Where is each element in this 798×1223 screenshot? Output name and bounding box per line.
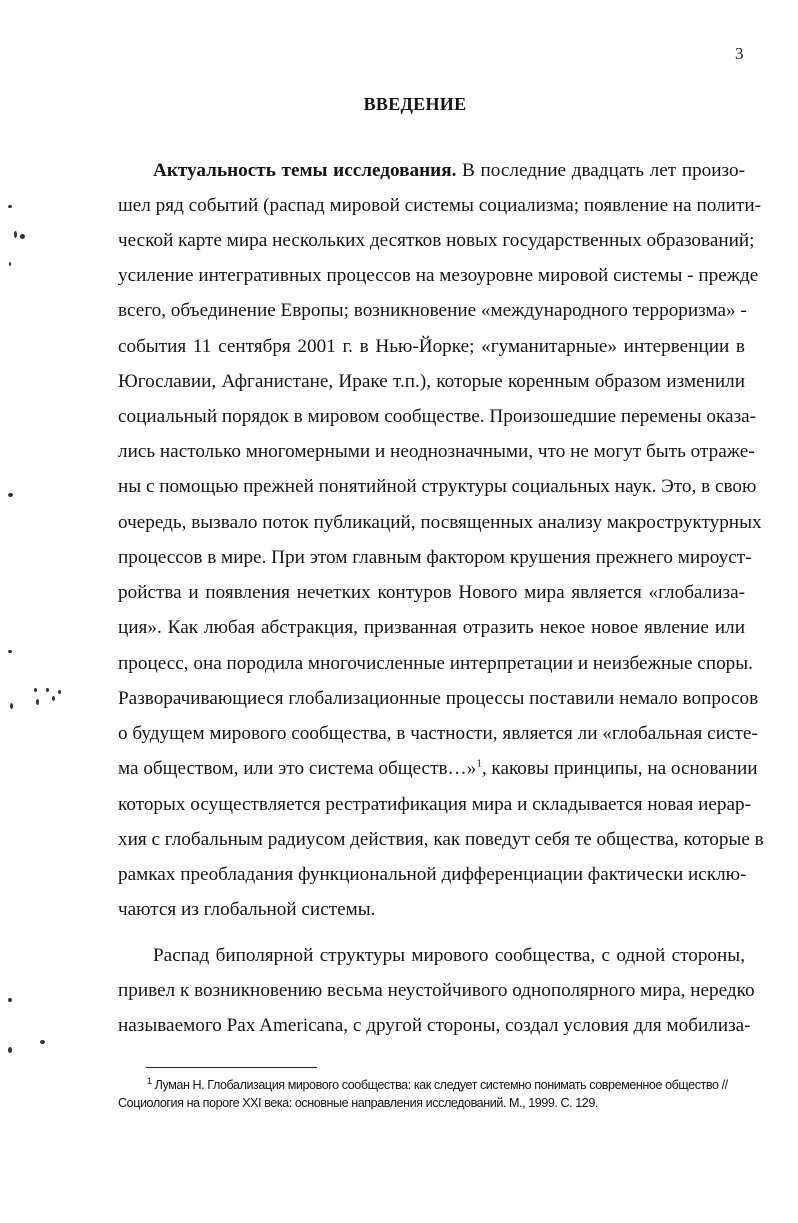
- paragraph-line: события 11 сентября 2001 г. в Нью-Йорке; «гуманитарные» интервенции в: [118, 336, 745, 357]
- paragraph-line: [153, 159, 745, 183]
- line-text: В последние двадцать лет произо-: [456, 160, 745, 181]
- footnote-line: Социология на пороге XXI века: основные направления исследований. М., 1999. С. 129.: [118, 1096, 598, 1110]
- scan-speck: [52, 696, 55, 701]
- scan-speck: [8, 1047, 12, 1053]
- scan-speck: [40, 1040, 45, 1044]
- scan-speck: [10, 703, 13, 709]
- paragraph-line: ция». Как любая абстракция, призванная отразить некое новое явление или: [118, 617, 745, 638]
- paragraph-line: рамках преобладания функциональной дифференциации фактически исклю-: [118, 864, 747, 885]
- scan-speck: [8, 650, 12, 653]
- page-number: 3: [735, 44, 744, 63]
- scan-speck: [8, 998, 12, 1002]
- paragraph-line: ны с помощью прежней понятийной структуры социальных наук. Это, в свою: [118, 476, 757, 497]
- scan-speck: [8, 493, 13, 497]
- paragraph-line: привел к возникновению весьма неустойчивого однополярного мира, нередко: [118, 980, 755, 1001]
- scan-speck: [34, 688, 37, 692]
- paragraph-line: ройства и появления нечетких контуров Нового мира является «глобализа-: [118, 582, 745, 603]
- paragraph-line: усиление интегративных процессов на мезоуровне мировой системы - прежде: [118, 265, 759, 286]
- paragraph-line: всего, объединение Европы; возникновение «международного терроризма» -: [118, 300, 747, 321]
- paragraph-line: [118, 757, 758, 781]
- paragraph-line: процесс, она породила многочисленные интерпретации и неизбежные споры.: [118, 653, 753, 674]
- footnote-marker: 1: [147, 1075, 152, 1086]
- scan-speck: [20, 234, 25, 239]
- paragraph-line: очередь, вызвало поток публикаций, посвященных анализу макроструктурных: [118, 512, 762, 533]
- paragraph-line: процессов в мире. При этом главным фактором крушения прежнего мироуст-: [118, 547, 752, 568]
- footnote-separator: [146, 1067, 317, 1068]
- footnote-text: Луман Н. Глобализация мирового сообщества: как следует системно понимать современное общество //: [154, 1078, 728, 1092]
- scan-speck: [14, 231, 17, 238]
- paragraph-line: Распад биполярной структуры мирового сообщества, с одной стороны,: [153, 945, 745, 966]
- paragraph-line: о будущем мирового сообщества, в частности, является ли «глобальная систе-: [118, 723, 758, 744]
- line-text: , каковы принципы, на основании: [481, 758, 758, 779]
- scan-speck: [9, 262, 11, 266]
- paragraph-line: называемого Pax Americana, с другой стороны, создал условия для мобилиза-: [118, 1015, 751, 1036]
- paragraph-line: лись настолько многомерными и неоднозначными, что не могут быть отраже-: [118, 441, 755, 462]
- scan-speck: [8, 205, 12, 208]
- paragraph-line: Разворачивающиеся глобализационные процессы поставили немало вопросов: [118, 688, 759, 709]
- paragraph-line: чаются из глобальной системы.: [118, 899, 376, 920]
- scan-speck: [36, 699, 39, 705]
- footnote-line: [147, 1077, 728, 1093]
- scan-speck: [46, 688, 49, 692]
- line-text: ма обществом, или это система обществ…»: [118, 758, 477, 779]
- page-title: ВВЕДЕНИЕ: [363, 94, 467, 114]
- paragraph-line: Югославии, Афганистане, Ираке т.п.), которые коренным образом изменили: [118, 371, 745, 392]
- footnote-reference[interactable]: 1: [476, 757, 482, 770]
- paragraph-line: хия с глобальным радиусом действия, как поведут себя те общества, которые в: [118, 829, 764, 850]
- paragraph-line: социальный порядок в мировом сообществе. Произошедшие перемены оказа-: [118, 406, 757, 427]
- scan-speck: [58, 690, 61, 694]
- paragraph-line: ческой карте мира нескольких десятков новых государственных образований;: [118, 230, 755, 251]
- lead-heading: Актуальность темы исследования.: [153, 160, 457, 181]
- paragraph-line: шел ряд событий (распад мировой системы социализма; появление на полити-: [118, 195, 761, 216]
- paragraph-line: которых осуществляется рестратификация мира и складывается новая иерар-: [118, 794, 752, 815]
